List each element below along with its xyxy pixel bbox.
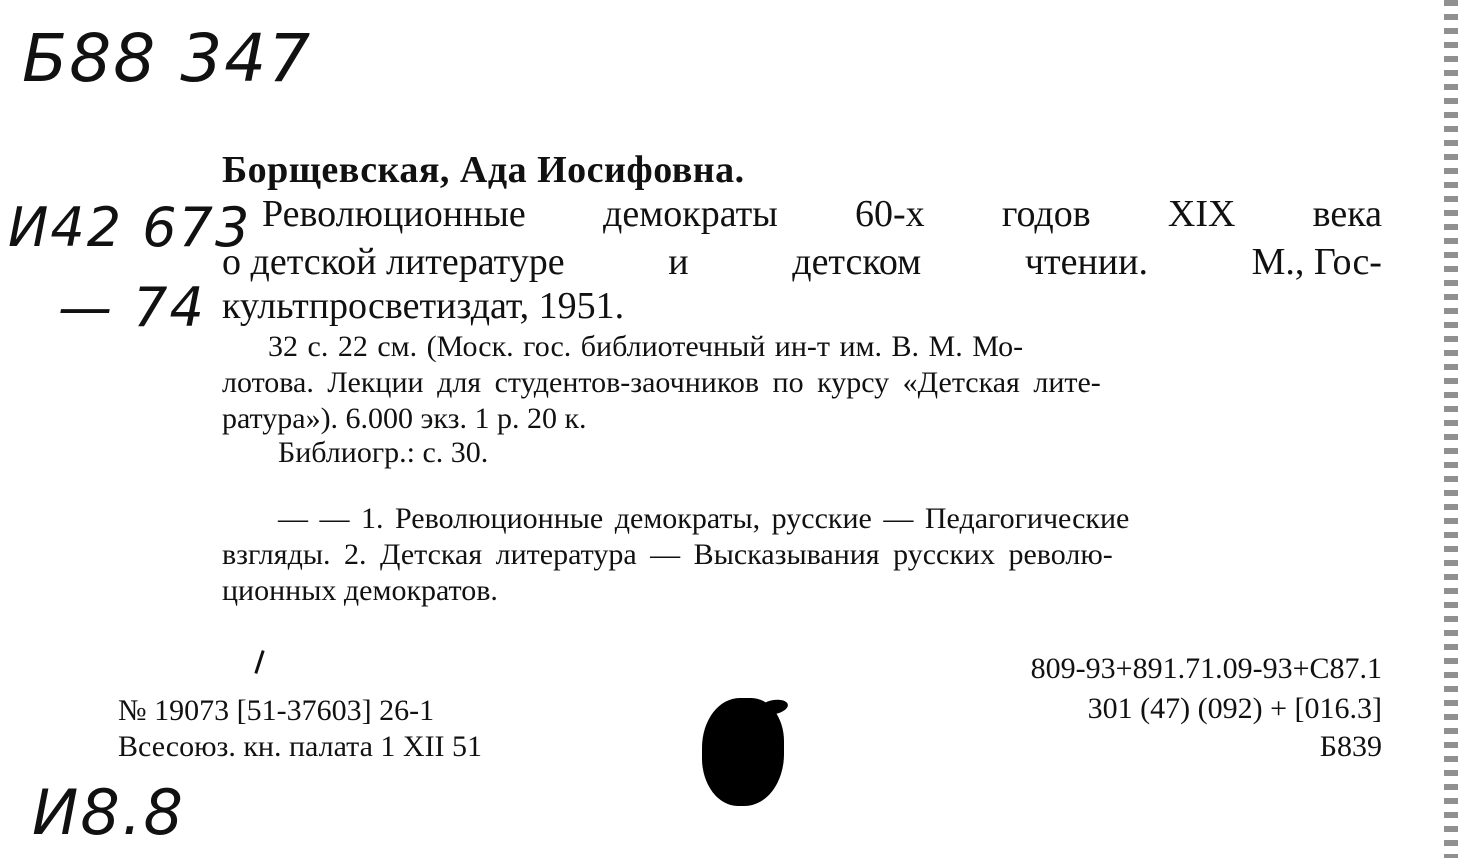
collation-line-3: ратура»). 6.000 экз. 1 р. 20 к. — [222, 402, 587, 435]
subject-line-3: ционных демократов. — [222, 574, 498, 607]
title-word: 60-х — [854, 193, 925, 235]
title-word: демократы — [603, 193, 778, 235]
classification-code-3: Б839 — [1319, 730, 1382, 763]
handwritten-call-number: Б88 347 — [22, 20, 313, 97]
pen-mark — [254, 650, 264, 674]
title-word: Революционные — [262, 193, 526, 235]
subject-line-2: взгляды. 2. Детская литература — Высказывания русских револю- — [222, 538, 1113, 571]
title-word: М., Гос- — [1251, 241, 1382, 283]
title-word: и — [668, 241, 689, 283]
collation-line-1: 32 с. 22 см. (Моск. гос. библиотечный ин-т им. В. М. Мо- — [268, 330, 1024, 363]
bibliography-note: Библиогр.: с. 30. — [278, 436, 489, 469]
subject-line-1: — — 1. Революционные демократы, русские — Педагогические — [278, 502, 1130, 535]
title-word: чтении. — [1024, 241, 1148, 283]
handwritten-margin-number: — 74 — [58, 276, 206, 339]
title-word: века — [1312, 193, 1382, 235]
registry-number: № 19073 [51-37603] 26-1 — [118, 694, 435, 727]
handwritten-margin-code: И42 673 — [8, 196, 252, 259]
title-word: XIX — [1167, 193, 1236, 235]
book-chamber-date: Всесоюз. кн. палата 1 XII 51 — [118, 730, 483, 763]
title-word: о детской литературе — [222, 241, 565, 283]
handwritten-bottom-mark: И8.8 — [32, 776, 185, 849]
title-word: годов — [1001, 193, 1091, 235]
author-heading: Борщевская, Ада Иосифовна. — [222, 149, 745, 191]
card-edge-shadow — [1444, 0, 1458, 858]
classification-code-2: 301 (47) (092) + [016.3] — [1087, 692, 1382, 725]
title-line-2 — [222, 240, 1382, 284]
title-word: детском — [792, 241, 922, 283]
collation-line-2: лотова. Лекции для студентов-заочников по курсу «Детская лите- — [222, 366, 1101, 399]
title-line-1 — [262, 192, 1382, 236]
title-line-3: культпросветиздат, 1951. — [222, 285, 625, 327]
classification-code-1: 809-93+891.71.09-93+С87.1 — [1030, 652, 1382, 685]
